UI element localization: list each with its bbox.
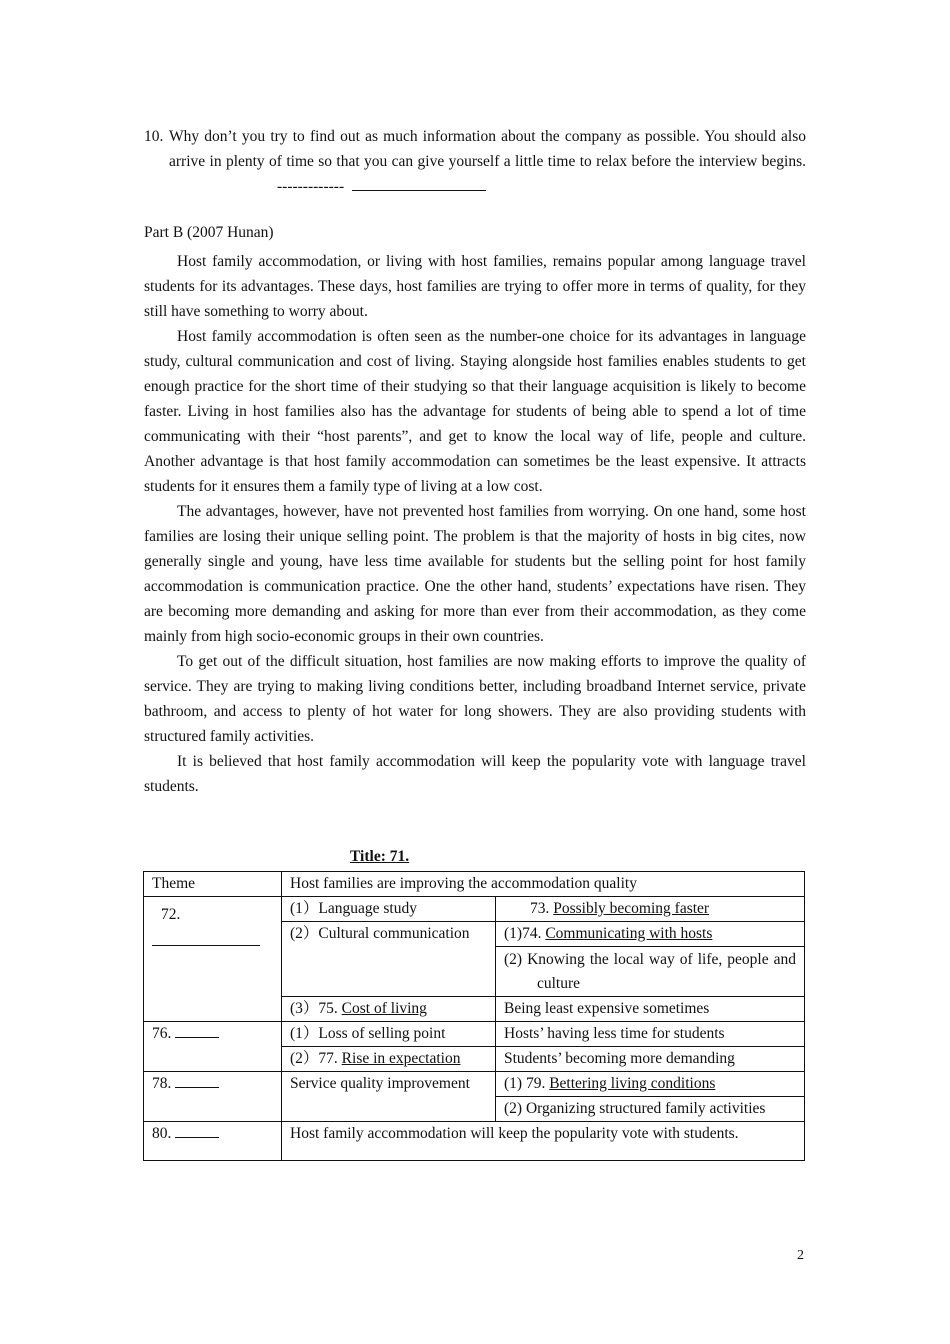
table-row xyxy=(144,872,805,897)
conclusion-cell: Host family accommodation will keep the popularity vote with students. xyxy=(282,1122,805,1161)
summary-table xyxy=(143,871,805,1161)
passage-paragraph: It is believed that host family accommodation will keep the popularity vote with language travel students. xyxy=(144,753,806,795)
answer-73-cell: 73. Possibly becoming faster xyxy=(496,897,805,922)
question-number: 10. xyxy=(144,128,164,145)
more-demanding-cell: Students’ becoming more demanding xyxy=(496,1047,805,1072)
question-78: 78. xyxy=(152,1075,172,1092)
cost-of-living-cell: (3）75. Cost of living xyxy=(282,997,496,1022)
passage-paragraph: Host family accommodation is often seen as the number-one choice for its advantages in language study, cultural communication and cost of living. Staying alongside host families enables students to get enough practice for the short time of their studying so that their language acquisition is likely to become faster. Living in host families also has the advantage for students of being able to spend a lot of time communicating with their “host parents”, and get to know the local way of life, people and culture. Another advantage is that host family accommodation can sometimes be the least expensive. It attracts students for it ensures them a family type of living at a low cost. xyxy=(144,328,806,495)
answer-73: Possibly becoming faster xyxy=(553,900,710,917)
passage-paragraph: The advantages, however, have not prevented host families from worrying. On one hand, some host families are losing their unique selling point. The problem is that the majority of hosts in big cites, now generally single and young, have less time available for students but the selling point for host family accommodation is communication practice. One the other hand, students’ expectations have risen. They are becoming more demanding and asking for more than ever from their accommodation, as they come mainly from high socio-economic groups in their own countries. xyxy=(144,503,806,645)
part-b-heading: Part B (2007 Hunan) xyxy=(144,224,274,241)
blank-76-cell xyxy=(144,1022,282,1072)
language-study-cell: (1）Language study xyxy=(282,897,496,922)
question-76: 76. xyxy=(152,1025,172,1042)
blank-78-cell xyxy=(144,1072,282,1122)
service-quality-cell: Service quality improvement xyxy=(282,1072,496,1122)
expectation-cell: (2）77. Rise in expectation xyxy=(282,1047,496,1072)
answer-75: Cost of living xyxy=(341,1000,427,1017)
question-72: 72. xyxy=(161,906,181,923)
theme-label: Theme xyxy=(144,872,282,897)
local-life-cell: (2) Knowing the local way of life, people and culture xyxy=(496,947,805,997)
answer-77: Rise in expectation xyxy=(341,1050,461,1067)
table-row xyxy=(144,1022,805,1047)
less-time-cell: Hosts’ having less time for students xyxy=(496,1022,805,1047)
family-activities-cell: (2) Organizing structured family activities xyxy=(496,1097,805,1122)
least-expensive-cell: Being least expensive sometimes xyxy=(496,997,805,1022)
table-row xyxy=(144,897,805,922)
table-row xyxy=(144,1072,805,1097)
answer-blank-80 xyxy=(175,1123,219,1138)
answer-74-cell: (1)74. Communicating with hosts xyxy=(496,922,805,947)
table-row xyxy=(144,1122,805,1161)
passage-paragraph: To get out of the difficult situation, host families are now making efforts to improve the quality of service. They are trying to making living conditions better, including broadband Internet service, private bathroom, and access to plenty of hot water for long showers. They are also providing students with structured family activities. xyxy=(144,653,806,745)
answer-79-cell: (1) 79. Bettering living conditions xyxy=(496,1072,805,1097)
answer-74: Communicating with hosts xyxy=(545,925,713,942)
selling-point-cell: (1）Loss of selling point xyxy=(282,1022,496,1047)
answer-blank-72 xyxy=(152,931,260,946)
question-80: 80. xyxy=(152,1125,172,1142)
answer-blank xyxy=(352,176,486,191)
answer-blank-78 xyxy=(175,1073,219,1088)
answer-blank-76 xyxy=(175,1023,219,1038)
blank-72-cell xyxy=(144,897,282,1022)
answer-79: Bettering living conditions xyxy=(549,1075,716,1092)
blank-80-cell xyxy=(144,1122,282,1161)
question-10 xyxy=(144,124,806,199)
page-number: 2 xyxy=(797,1248,804,1263)
cultural-communication-cell: (2）Cultural communication xyxy=(282,922,496,997)
answer-dashes: ------------- xyxy=(277,178,345,195)
table-title: Title: 71. xyxy=(350,848,410,865)
passage xyxy=(144,249,806,799)
theme-value: Host families are improving the accommodation quality xyxy=(282,872,805,897)
passage-paragraph: Host family accommodation, or living with host families, remains popular among language travel students for its advantages. These days, host families are trying to offer more in terms of quality, for they still have something to worry about. xyxy=(144,253,806,320)
question-text: Why don’t you try to find out as much information about the company as possible. You should also arrive in plenty of time so that you can give yourself a little time to relax before the interview begins. xyxy=(169,128,806,170)
